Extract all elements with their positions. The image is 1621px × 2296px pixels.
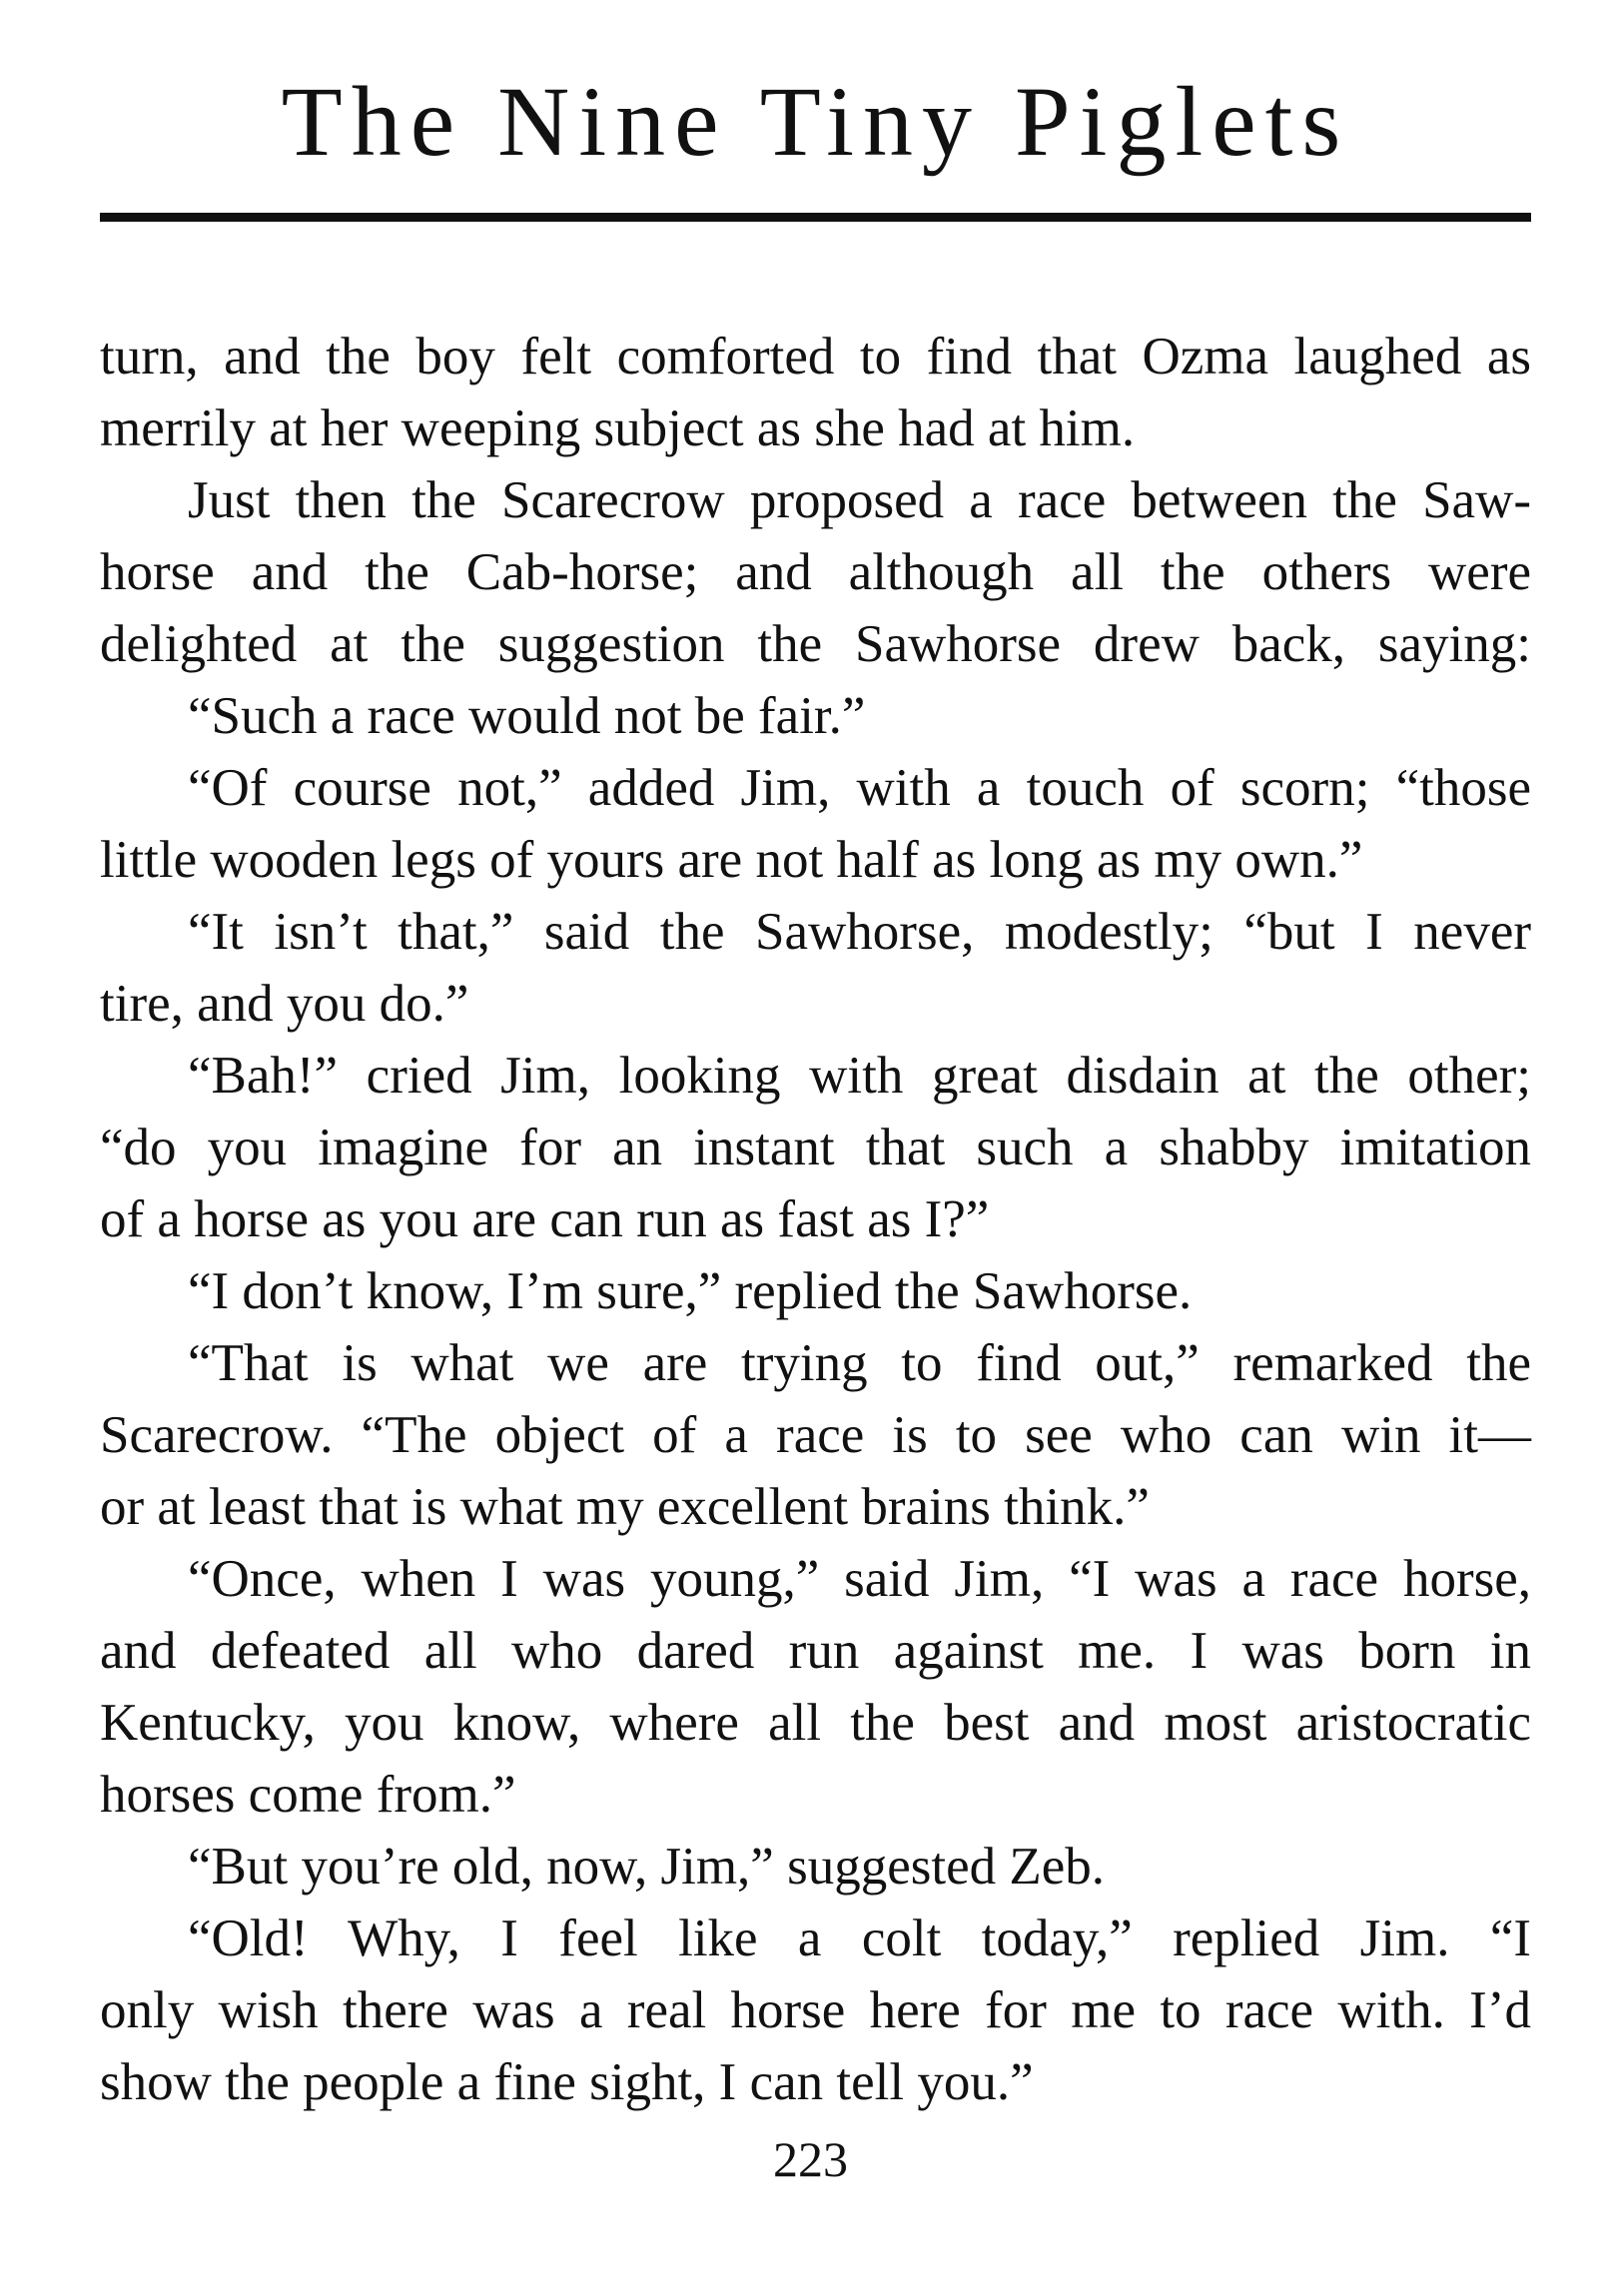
text-line: “Once, when I was young,” said Jim, “I was a race horse,	[188, 1550, 1531, 1608]
header-rule	[100, 213, 1531, 222]
text-line: horse and the Cab-horse; and although all the others were	[100, 543, 1531, 601]
text-line: show the people a fine sight, I can tell you.”	[100, 2053, 1034, 2111]
text-line: Kentucky, you know, where all the best and most aristocratic	[100, 1694, 1531, 1752]
text-line: Scarecrow. “The object of a race is to see who can win it—	[100, 1406, 1531, 1464]
text-line: “I don’t know, I’m sure,” replied the Sawhorse.	[188, 1262, 1193, 1320]
text-line: Just then the Scarecrow proposed a race between the Saw-	[188, 471, 1531, 529]
text-line: merrily at her weeping subject as she had at him.	[100, 399, 1136, 457]
text-line: delighted at the suggestion the Sawhorse drew back, saying:	[100, 615, 1531, 673]
text-line: only wish there was a real horse here for me to race with. I’d	[100, 1981, 1531, 2039]
text-line: tire, and you do.”	[100, 975, 469, 1033]
text-line: “But you’re old, now, Jim,” suggested Zeb.	[188, 1838, 1106, 1896]
text-line: and defeated all who dared run against me. I was born in	[100, 1622, 1531, 1680]
text-line: horses come from.”	[100, 1766, 516, 1824]
page-number: 223	[773, 2131, 848, 2187]
text-line: “That is what we are trying to find out,” remarked the	[188, 1334, 1531, 1392]
text-line: “Old! Why, I feel like a colt today,” replied Jim. “I	[188, 1910, 1531, 1967]
text-line: “Of course not,” added Jim, with a touch of scorn; “those	[188, 759, 1531, 817]
running-header-title: The Nine Tiny Piglets	[281, 66, 1350, 177]
page-body-text	[100, 321, 1531, 2118]
text-line: of a horse as you are can run as fast as I?”	[100, 1190, 990, 1248]
text-line: or at least that is what my excellent brains think.”	[100, 1478, 1150, 1536]
text-line: turn, and the boy felt comforted to find that Ozma laughed as	[100, 328, 1531, 385]
text-line: “Such a race would not be fair.”	[188, 687, 866, 745]
text-line: “do you imagine for an instant that such a shabby imitation	[100, 1119, 1531, 1176]
text-line: “It isn’t that,” said the Sawhorse, modestly; “but I never	[188, 903, 1531, 961]
text-line: little wooden legs of yours are not half as long as my own.”	[100, 831, 1363, 889]
text-line: “Bah!” cried Jim, looking with great disdain at the other;	[188, 1047, 1531, 1105]
